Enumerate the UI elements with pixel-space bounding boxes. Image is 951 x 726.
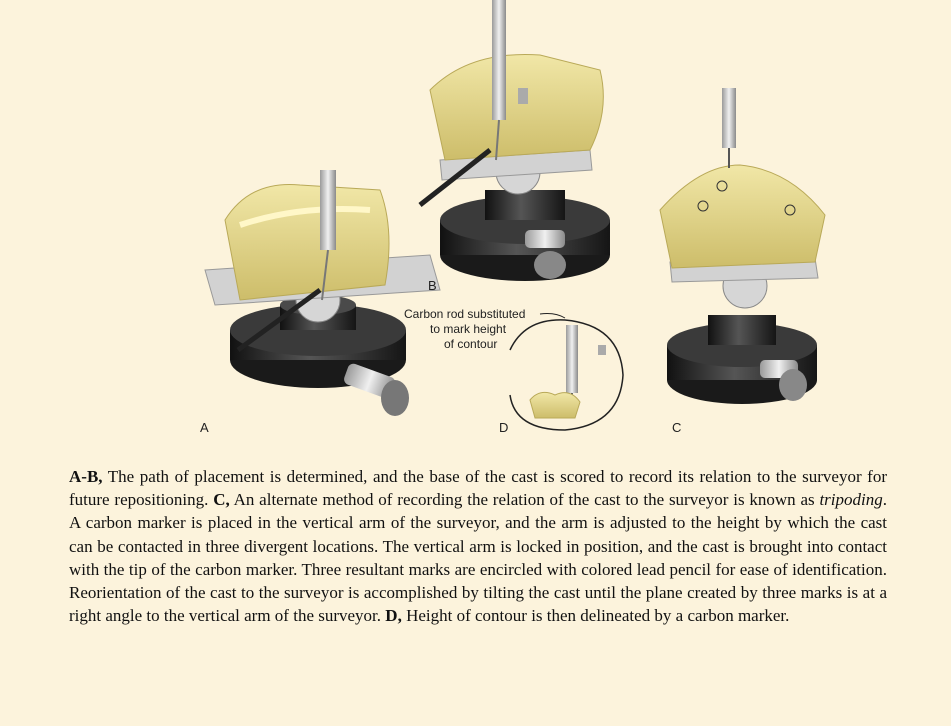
caption-text-1: The path of placement is determined, and the base of the cast is scored to record its relation to the surveyor for future repositioning. [69,467,887,510]
figure-caption [69,465,887,627]
callout-line-3: of contour [444,337,498,351]
panel-label-b: B [428,278,437,293]
callout-line-1: Carbon rod substituted [404,307,526,321]
panel-label-d: D [499,420,509,435]
caption-text-2: An alternate method of recording the relation of the cast to the surveyor is known as [229,490,820,510]
panel-c-tripoding [660,88,825,435]
caption-ref-ab: A-B, [69,467,103,486]
panel-b-surveyor [404,0,610,351]
caption-term-tripoding: tripoding [819,490,883,510]
panel-a-surveyor [200,170,440,435]
caption-text-3: . A carbon marker is placed in the vertical arm of the surveyor, and the arm is adjusted to the height by which the cast can be contacted in three divergent locations. The vertical arm is locked in position, and the cast is brought into contact with the tip of the carbon marker. Three resultant marks are encircled with colored lead pencil for ease of identification. Reorientation of the cast to the surveyor is accomplished by tilting the cast until the plane created by three marks is at a right angle to the vertical arm of the surveyor. [69,490,887,626]
panel-label-c: C [672,420,682,435]
callout-line-2: to mark height [430,322,507,336]
caption-ref-c: C, [213,490,230,510]
caption-ref-d: D, [385,606,402,626]
panel-label-a: A [200,420,209,435]
caption-text-4: Height of contour is then delineated by a carbon marker. [401,606,790,626]
panel-d-height-of-contour [499,320,623,435]
